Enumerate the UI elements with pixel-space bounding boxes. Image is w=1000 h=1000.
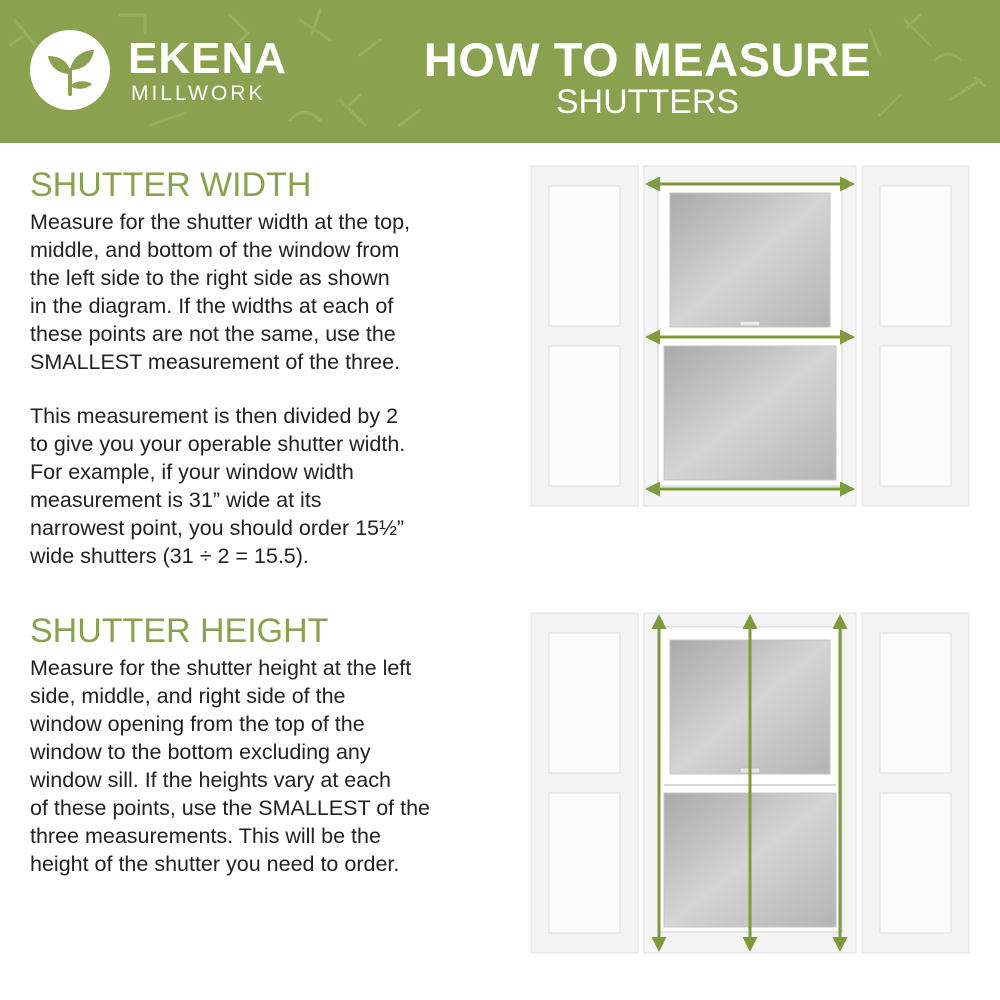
text-line: window opening from the top of the [30,712,365,736]
height-measurement-diagram [528,611,972,955]
text-line: in the diagram. If the widths at each of [30,294,394,318]
text-line: This measurement is then divided by 2 [30,404,399,428]
text-line: For example, if your window width [30,460,354,484]
brand-name: EKENA [128,34,288,83]
text-line: SMALLEST measurement of the three. [30,350,401,374]
text-line: height of the shutter you need to order. [30,852,400,876]
shutter-height-heading: SHUTTER HEIGHT [30,612,329,650]
page-subtitle: SHUTTERS [555,83,740,121]
text-line: window to the bottom excluding any [30,740,371,764]
text-line: these points are not the same, use the [30,322,396,346]
text-line: side, middle, and right side of the [30,684,346,708]
shutter-width-heading: SHUTTER WIDTH [30,166,312,204]
text-line: Measure for the shutter height at the left [30,656,412,680]
right-shutter [862,166,969,506]
left-shutter [531,613,638,953]
left-shutter [531,166,638,506]
text-line: middle, and bottom of the window from [30,238,400,262]
text-line: wide shutters (31 ÷ 2 = 15.5). [30,544,309,568]
right-shutter [862,613,969,953]
text-line: to give you your operable shutter width. [30,432,406,456]
text-line: the left side to the right side as shown [30,266,390,290]
text-line: of these points, use the SMALLEST of the [30,796,430,820]
text-line: narrowest point, you should order 15½” [30,516,405,540]
text-line: measurement is 31” wide at its [30,488,322,512]
page-title: HOW TO MEASURE [423,33,872,86]
header-banner [0,0,1000,143]
width-measurement-diagram [528,164,972,508]
text-line: three measurements. This will be the [30,824,381,848]
leaf-sprout-icon [30,30,110,110]
text-line: Measure for the shutter width at the top, [30,210,411,234]
brand-logo [30,30,110,110]
shutter-height-paragraph [30,654,510,878]
shutter-width-paragraph-2 [30,402,510,570]
brand-subtitle: MILLWORK [131,82,266,105]
shutter-width-paragraph-1 [30,208,510,376]
text-line: window sill. If the heights vary at each [30,768,391,792]
